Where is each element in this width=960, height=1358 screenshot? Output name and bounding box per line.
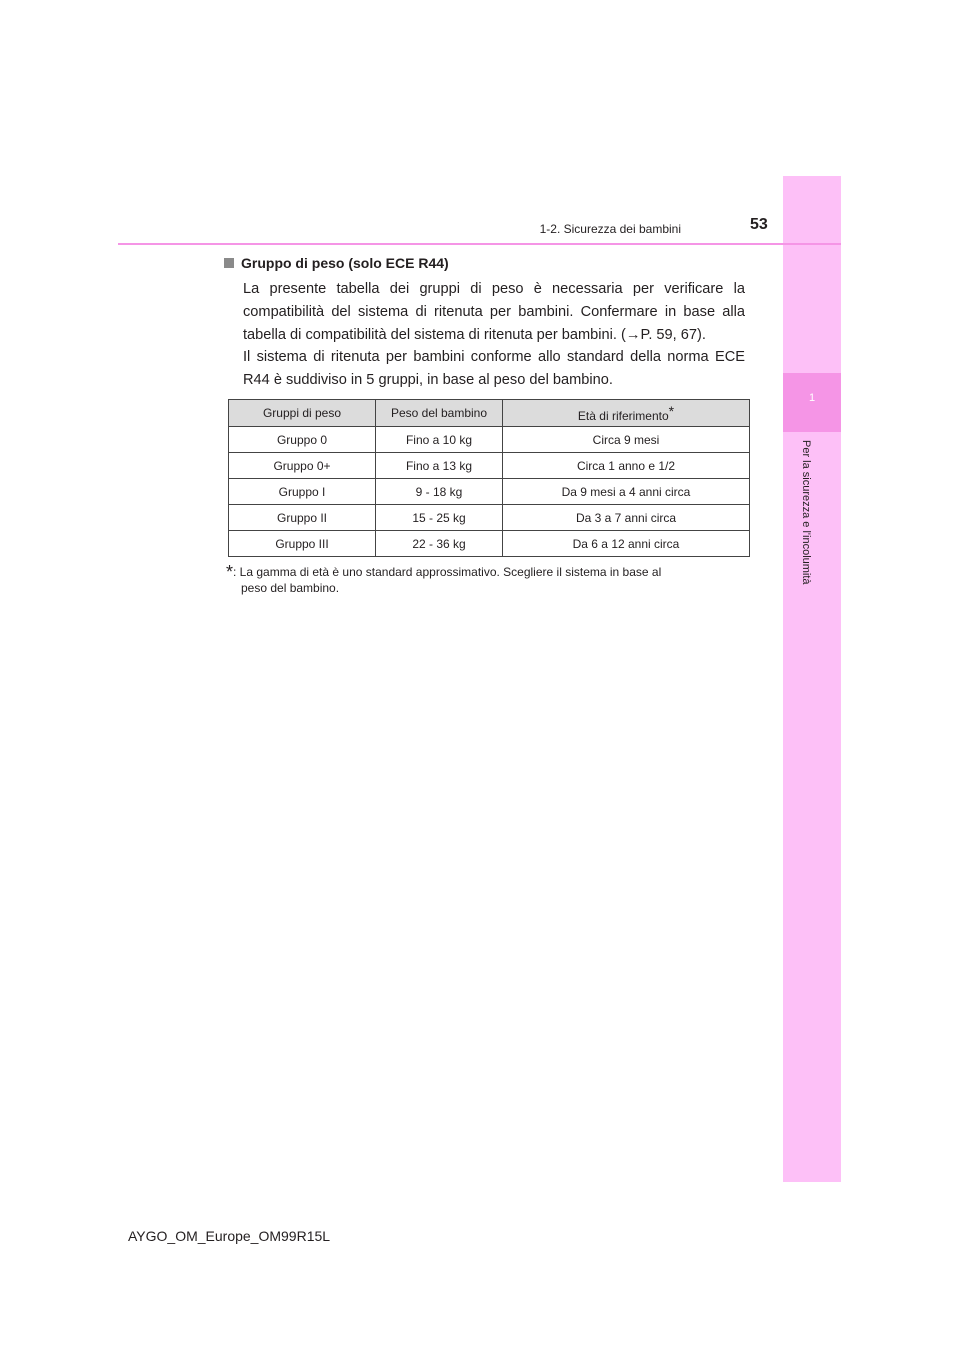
- table-header-row: [229, 400, 750, 427]
- table-row: [229, 453, 750, 479]
- header-child-weight: Peso del bambino: [376, 400, 503, 427]
- footnote: [226, 564, 746, 596]
- footnote-star: *: [226, 562, 234, 582]
- document-code: AYGO_OM_Europe_OM99R15L: [128, 1228, 331, 1244]
- footnote-line-1: : La gamma di età è uno standard approssimativo. Scegliere il sistema in base al: [233, 565, 662, 579]
- header-rule: [118, 243, 841, 245]
- header-weight-group: Gruppi di peso: [229, 400, 376, 427]
- section-heading-text: Gruppo di peso (solo ECE R44): [241, 255, 449, 271]
- table-cell: Da 3 a 7 anni circa: [503, 505, 750, 531]
- table-cell: 9 - 18 kg: [376, 479, 503, 505]
- table-row: [229, 505, 750, 531]
- table-cell: Da 9 mesi a 4 anni circa: [503, 479, 750, 505]
- footnote-marker: *: [668, 403, 675, 419]
- paragraph-groups: Il sistema di ritenuta per bambini conforme allo standard della norma ECE R44 è suddiviso in 5 gruppi, in base al peso del bambino.: [243, 349, 745, 388]
- table-cell: Gruppo 0+: [229, 453, 376, 479]
- table-cell: Da 6 a 12 anni circa: [503, 531, 750, 557]
- footnote-line-2: peso del bambino.: [241, 581, 340, 595]
- table-cell: Circa 9 mesi: [503, 427, 750, 453]
- chapter-side-tab: [783, 176, 841, 1182]
- table-row: [229, 427, 750, 453]
- table-cell: Fino a 10 kg: [376, 427, 503, 453]
- table-cell: Gruppo III: [229, 531, 376, 557]
- chapter-title: Per la sicurezza e l'incolumità: [800, 440, 812, 585]
- table-cell: 15 - 25 kg: [376, 505, 503, 531]
- header-reference-age: [503, 400, 750, 427]
- table-cell: Fino a 13 kg: [376, 453, 503, 479]
- weight-groups-table: [228, 399, 750, 557]
- square-bullet-icon: [224, 258, 234, 268]
- header-reference-age-text: Età di riferimento: [577, 409, 669, 423]
- section-heading: [224, 255, 449, 271]
- table-cell: Circa 1 anno e 1/2: [503, 453, 750, 479]
- page-number: 53: [750, 216, 768, 233]
- table-cell: Gruppo II: [229, 505, 376, 531]
- table-cell: Gruppo 0: [229, 427, 376, 453]
- table-row: [229, 531, 750, 557]
- table-row: [229, 479, 750, 505]
- chapter-number: 1: [808, 392, 816, 404]
- section-title: 1-2. Sicurezza dei bambini: [539, 222, 681, 236]
- paragraph-compatibility: La presente tabella dei gruppi di peso è necessaria per verificare la compatibilità del sistema di ritenuta per bambini. Confermare in base alla tabella di compatibilità del sistema di ritenuta per bambini. (→P. 59, 67).: [243, 281, 745, 343]
- table-cell: Gruppo I: [229, 479, 376, 505]
- table-cell: 22 - 36 kg: [376, 531, 503, 557]
